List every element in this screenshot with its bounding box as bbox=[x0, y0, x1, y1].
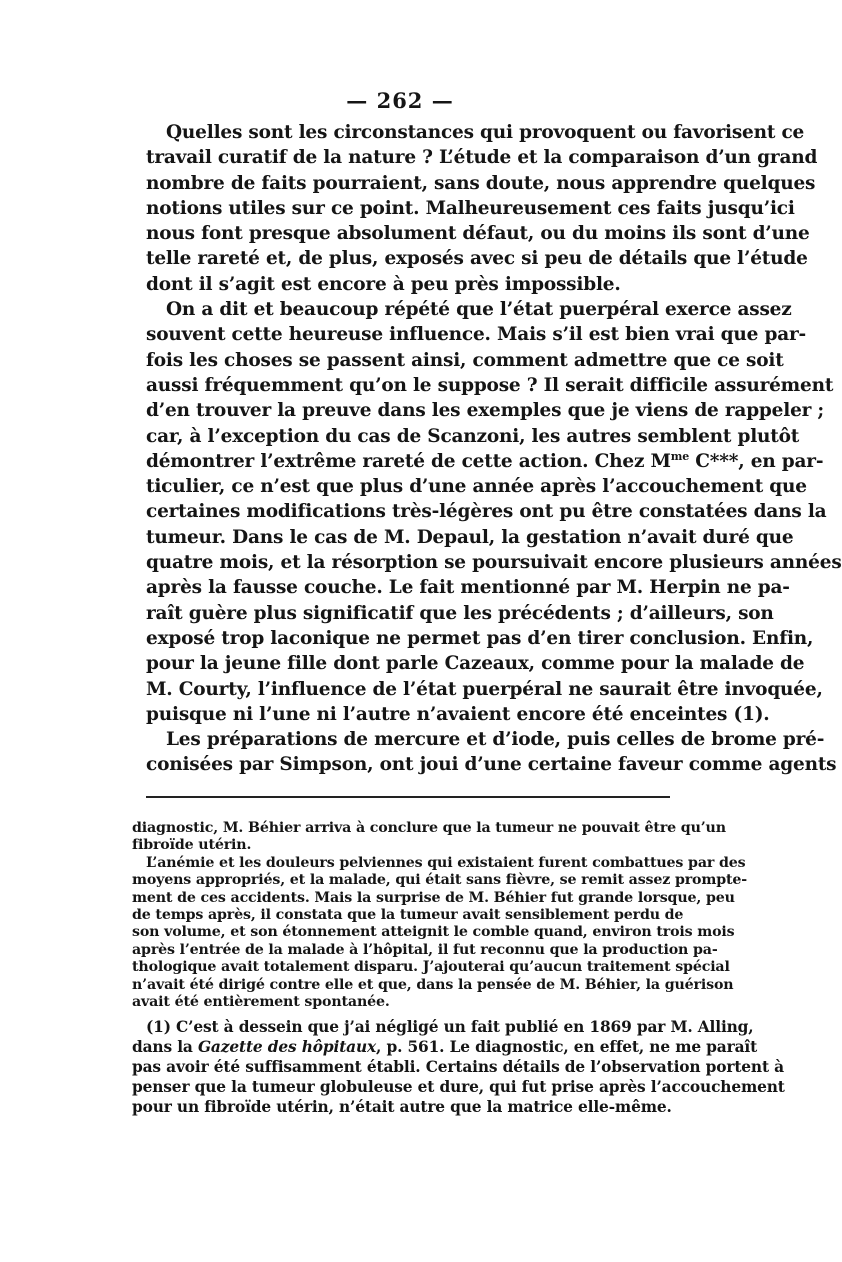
text-segment: C***, en par- bbox=[689, 450, 824, 472]
footnote-line: fibroïde utérin. bbox=[132, 837, 252, 854]
footnote-line bbox=[132, 1037, 758, 1057]
text-line: car, à l’exception du cas de Scanzoni, les autres semblent plutôt bbox=[146, 425, 800, 447]
text-line: ticulier, ce n’est que plus d’une année après l’accouchement que bbox=[146, 476, 807, 498]
footnote-continued bbox=[132, 820, 748, 1011]
footnote-line: moyens appropriés, et la malade, qui était sans fièvre, se remit assez prompte- bbox=[132, 872, 748, 889]
text-line: notions utiles sur ce point. Malheureusement ces faits jusqu’ici bbox=[146, 197, 795, 219]
footnote-line: son volume, et son étonnement atteignit le comble quand, environ trois mois bbox=[132, 924, 735, 941]
footnote-line: penser que la tumeur globuleuse et dure, qui fut prise après l’accouchement bbox=[132, 1078, 785, 1097]
text-line: fois les choses se passent ainsi, comment admettre que ce soit bbox=[146, 349, 784, 371]
footnote-line: avait été entièrement spontanée. bbox=[132, 994, 390, 1011]
main-text bbox=[146, 120, 842, 778]
text-line: nous font presque absolument défaut, ou du moins ils sont d’une bbox=[146, 223, 810, 245]
text-line: après la fausse couche. Le fait mentionné par M. Herpin ne pa- bbox=[146, 577, 790, 599]
text-line: aussi fréquemment qu’on le suppose ? Il serait difficile assurément bbox=[146, 374, 834, 396]
text-line: d’en trouver la preuve dans les exemples que je viens de rappeler ; bbox=[146, 400, 825, 422]
superscript: me bbox=[670, 449, 690, 463]
footnote-line: thologique avait totalement disparu. J’ajouterai qu’aucun traitement spécial bbox=[132, 959, 730, 976]
footnote-line: pas avoir été suffisamment établi. Certains détails de l’observation portent à bbox=[132, 1058, 784, 1077]
footnotes bbox=[132, 820, 785, 1117]
text-line: pour la jeune fille dont parle Cazeaux, comme pour la malade de bbox=[146, 653, 805, 675]
text-segment: , p. 561. Le diagnostic, en effet, ne me paraît bbox=[376, 1038, 758, 1057]
journal-title: Gazette des hôpitaux bbox=[197, 1038, 377, 1057]
text-line: exposé trop laconique ne permet pas d’en tirer conclusion. Enfin, bbox=[146, 627, 814, 649]
text-line: raît guère plus significatif que les précédents ; d’ailleurs, son bbox=[146, 602, 774, 624]
text-line: On a dit et beaucoup répété que l’état puerpéral exerce assez bbox=[166, 299, 792, 321]
text-line: puisque ni l’une ni l’autre n’avaient encore été enceintes (1). bbox=[146, 703, 770, 725]
text-segment: dans la bbox=[132, 1038, 198, 1057]
text-line: conisées par Simpson, ont joui d’une certaine faveur comme agents bbox=[146, 754, 837, 776]
footnote-divider bbox=[146, 796, 670, 798]
footnote-line: n’avait été dirigé contre elle et que, dans la pensée de M. Béhier, la guérison bbox=[132, 976, 734, 993]
text-line: Les préparations de mercure et d’iode, puis celles de brome pré- bbox=[166, 729, 825, 751]
footnote-line: L’anémie et les douleurs pelviennes qui existaient furent combattues par des bbox=[146, 854, 746, 871]
text-line: tumeur. Dans le cas de M. Depaul, la gestation n’avait duré que bbox=[146, 526, 794, 548]
text-line: dont il s’agit est encore à peu près impossible. bbox=[146, 273, 621, 295]
text-line: M. Courty, l’influence de l’état puerpéral ne saurait être invoquée, bbox=[146, 678, 823, 700]
footnote-1 bbox=[132, 1017, 785, 1117]
text-segment: démontrer l’extrême rareté de cette action. Chez M bbox=[146, 450, 671, 472]
footnote-line: ment de ces accidents. Mais la surprise de M. Béhier fut grande lorsque, peu bbox=[132, 889, 735, 906]
text-line-with-superscript bbox=[146, 449, 824, 474]
text-line: Quelles sont les circonstances qui provoquent ou favorisent ce bbox=[166, 122, 805, 143]
footnote-line: (1) C’est à dessein que j’ai négligé un fait publié en 1869 par M. Alling, bbox=[146, 1018, 754, 1037]
footnote-line: pour un fibroïde utérin, n’était autre que la matrice elle-même. bbox=[132, 1098, 672, 1117]
text-line: certaines modifications très-légères ont pu être constatées dans la bbox=[146, 501, 827, 523]
text-line: nombre de faits pourraient, sans doute, nous apprendre quelques bbox=[146, 172, 816, 194]
text-line: telle rareté et, de plus, exposés avec si peu de détails que l’étude bbox=[146, 248, 808, 270]
page-number: — 262 — bbox=[346, 88, 454, 113]
footnote-line: après l’entrée de la malade à l’hôpital, il fut reconnu que la production pa- bbox=[132, 941, 718, 958]
footnote-line: diagnostic, M. Béhier arriva à conclure que la tumeur ne pouvait être qu’un bbox=[132, 820, 726, 836]
text-line: quatre mois, et la résorption se poursuivait encore plusieurs années bbox=[146, 552, 842, 574]
text-line: souvent cette heureuse influence. Mais s’il est bien vrai que par- bbox=[146, 324, 807, 346]
footnote-line: de temps après, il constata que la tumeur avait sensiblement perdu de bbox=[132, 907, 684, 924]
text-line: travail curatif de la nature ? L’étude et la comparaison d’un grand bbox=[146, 147, 818, 169]
